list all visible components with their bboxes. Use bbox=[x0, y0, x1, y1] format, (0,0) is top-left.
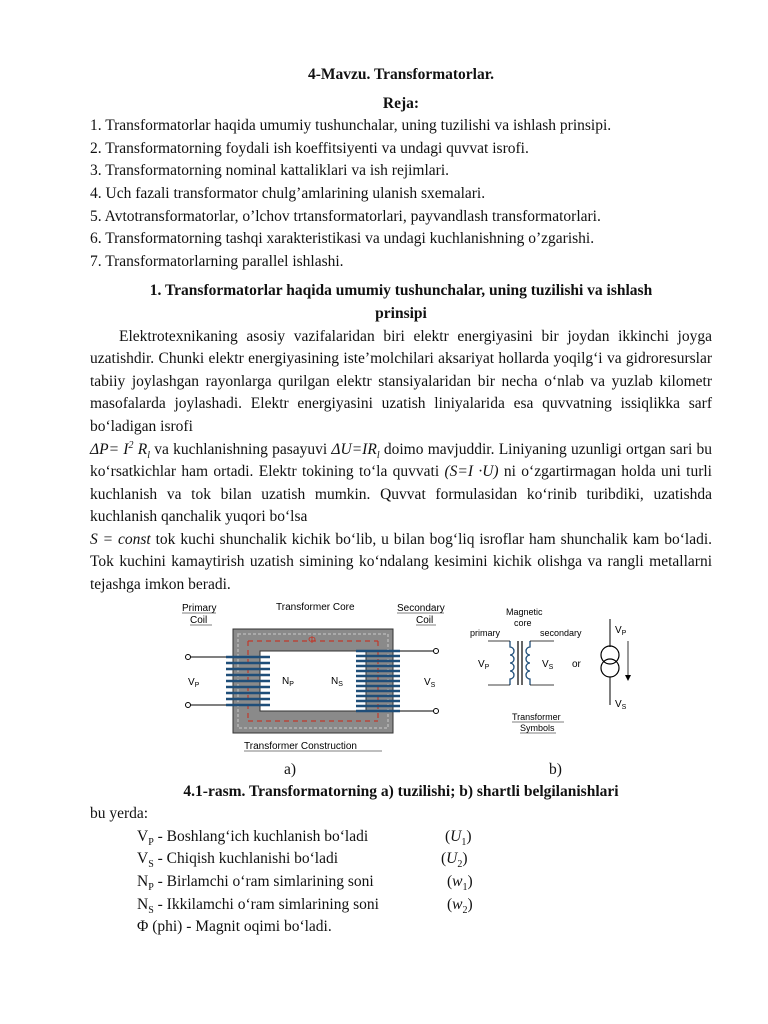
svg-text:VS: $V_S$ bbox=[615, 698, 627, 711]
formula-power-loss: $\Delta P= I^2$ $R_l$ bbox=[90, 439, 150, 461]
definition-item: $N_S$ - Ikkilamchi o‘ram simlarining soni $(w_2)$ bbox=[137, 895, 473, 916]
plan-item: 7. Transformatorlarning parallel ishlashi. bbox=[90, 252, 344, 270]
section-heading: 1. Transformatorlar haqida umumiy tushunchalar, uning tuzilishi va ishlash prinsipi bbox=[149, 282, 653, 322]
plan-heading: Reja: bbox=[382, 94, 420, 112]
svg-text:secondary: secondary bbox=[540, 627, 582, 638]
svg-text:Transformer Core: Transformer Core bbox=[276, 601, 355, 613]
plan-item: 3. Transformatorning nominal kattaliklari va ish rejimlari. bbox=[90, 162, 450, 180]
plan-item: 5. Avtotransformatorlar, o’lchov trtansformatorlari, payvandlash transformatorlari. bbox=[90, 207, 601, 225]
svg-text:Coil: Coil bbox=[190, 614, 208, 626]
definition-item: $N_P$ - Birlamchi o‘ram simlarining soni $(w_1)$ bbox=[137, 873, 473, 894]
formula-const: S = const bbox=[90, 530, 151, 548]
svg-text:NS: $N_S$ bbox=[331, 675, 343, 688]
svg-text:NP: $N_P$ bbox=[282, 675, 294, 688]
plan-item: 1. Transformatorlar haqida umumiy tushunchalar, uning tuzilishi va ishlash prinsipi. bbox=[90, 117, 612, 135]
svg-text:VP: $V_P$ bbox=[615, 624, 627, 637]
formula-full-power: (S=I ·U) bbox=[444, 463, 499, 481]
plan-item: 6. Transformatorning tashqi xarakteristikasi va undagi kuchlanishning o’zgarishi. bbox=[90, 230, 595, 248]
svg-text:core: core bbox=[514, 617, 532, 628]
svg-text:Transformer Construction: Transformer Construction bbox=[244, 740, 357, 752]
svg-text:primary: primary bbox=[470, 627, 501, 638]
figure-labels bbox=[90, 759, 712, 781]
svg-text:Primary: Primary bbox=[182, 602, 217, 614]
plan-item: 2. Transformatorning foydali ish koeffitsiyenti va undagi quvvat isrofi. bbox=[90, 139, 529, 157]
transformer-figure bbox=[90, 599, 712, 759]
definitions-list bbox=[90, 826, 712, 939]
definition-item: $V_S$ - Chiqish kuchlanishi bo‘ladi $(U_2)$ bbox=[137, 850, 468, 871]
svg-text:Φ: Φ bbox=[308, 634, 316, 646]
svg-text:VP: $V_P$ bbox=[188, 676, 200, 689]
figure-label-a: a) bbox=[284, 760, 297, 778]
transformer-construction-diagram bbox=[178, 599, 468, 759]
plan-item: 4. Uch fazali transformator chulg’amlarining ulanish sxemalari. bbox=[90, 184, 486, 202]
document-page bbox=[90, 64, 712, 939]
where-label: bu yerda: bbox=[90, 805, 149, 823]
svg-text:Coil: Coil bbox=[416, 614, 434, 626]
body-paragraph: Elektrotexnikaning asosiy vazifalaridan biri elektr energiyasini bir joydan ikkinchi joyga uzatishdir. Chunki elektr energiyasining iste’molchilari aksariyat hollarda yoqilg‘i va gidroresurslar tabiiy joylashgan rayonlarga qurilgan elektr stansiyalaridan bir necha o‘nlab va yuzlab kilometr masofalarda joylashadi. Elektr energiyasini uzatish liniyalarida esa quvvatning issiqlikka sarf bo‘ladigan isrofi $\Delta P= I^2$ $R_l$ va kuchlanishning pasayuvi $\Delta U=IR_l$ doimo mavjuddir. Liniyaning uzunligi ortgan sari bu ko‘rsatkichlar ham ortadi. Elektr tokining to‘la quvvati (S=I ·U) ni o‘zgartirmagan holda uni turli kuchlanish va tok bilan uzatish mumkin. Quvvat formulasidan ko‘rinib turibdiki, uzatishda kuchlanish qanchalik yuqori bo‘lsa S = const tok kuchi shunchalik kichik bo‘lib, u bilan bog‘liq isroflar ham shunchalik kam bo‘ladi. Tok kuchini kamaytirish uzatish simining ko‘ndalang kesimini kichik olishga va rangli metallarni tejashga imkon beradi. bbox=[90, 327, 713, 594]
definition-item: $V_P$ - Boshlang‘ich kuchlanish bo‘ladi $(U_1)$ bbox=[137, 827, 472, 848]
page-title: 4-Mavzu. Transformatorlar. bbox=[307, 66, 495, 83]
svg-text:or: or bbox=[572, 658, 581, 670]
svg-text:VS: $V_S$ bbox=[424, 676, 436, 689]
figure-caption: 4.1-rasm. Transformatorning a) tuzilishi; b) shartli belgilanishlari bbox=[183, 782, 619, 800]
definition-item: Φ (phi) - Magnit oqimi bo‘ladi. bbox=[137, 918, 332, 936]
svg-text:Symbols: Symbols bbox=[520, 722, 555, 733]
formula-voltage-drop: $\Delta U=IR_l$ bbox=[331, 440, 380, 461]
svg-text:VP: $V_P$ bbox=[478, 658, 490, 671]
svg-text:Magnetic: Magnetic bbox=[506, 606, 543, 617]
svg-text:Transformer: Transformer bbox=[512, 711, 561, 722]
plan-list bbox=[90, 115, 712, 273]
figure-label-b: b) bbox=[549, 760, 562, 778]
transformer-symbols-diagram bbox=[468, 599, 648, 759]
svg-text:Secondary: Secondary bbox=[397, 602, 445, 614]
svg-text:VS: $V_S$ bbox=[542, 658, 554, 671]
